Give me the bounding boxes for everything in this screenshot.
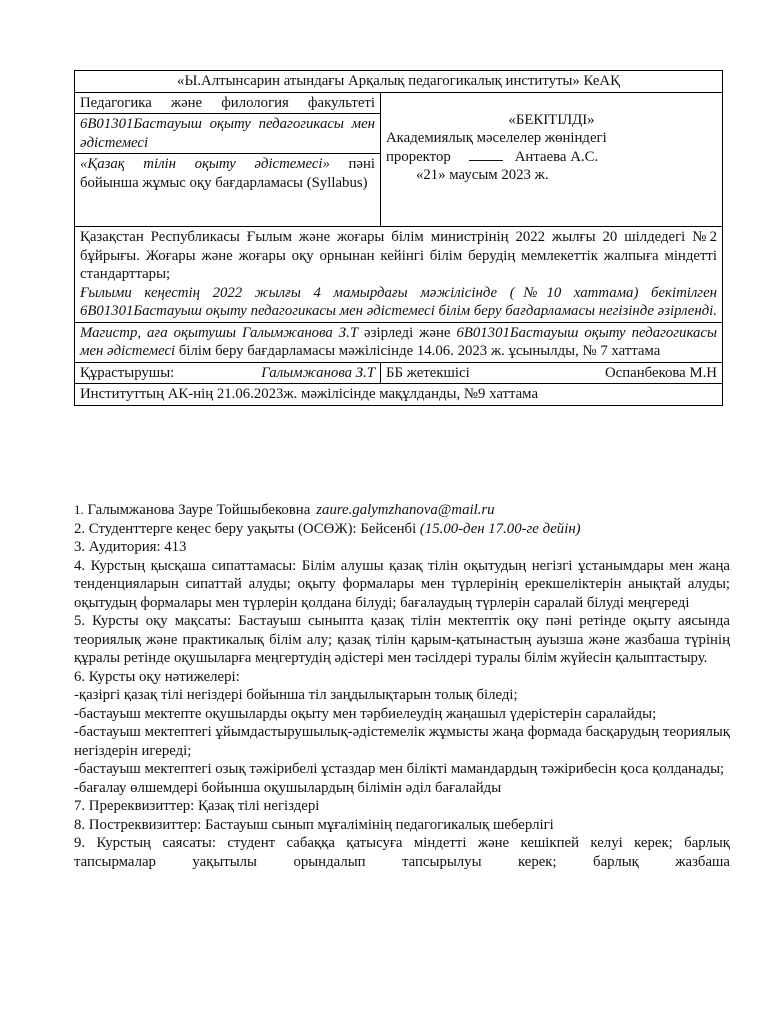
- author-name: Магистр, аға оқытушы Галымжанова З.Т: [80, 324, 359, 341]
- council-approval-cell: [75, 384, 723, 406]
- postrequisites: 8. Постреквизиттер: Бастауыш сынып мұғалімінің педагогикалық шеберлігі: [74, 816, 554, 833]
- faculty-cell: [75, 92, 381, 114]
- syllabus-body: [74, 501, 730, 871]
- syllabus-cell: [75, 154, 381, 227]
- council-approval: Институттың АК-нің 21.06.2023ж. мәжілісінде мақұлданды, №9 хаттама: [80, 386, 539, 402]
- author-cell: Магистр, аға оқытушы Галымжанова З.Т әзірледі және 6В01301Бастауыш оқыту педагогикасы мен әдістемесі білім беру бағдарламасы мәжілісінде 14.06. 2023 ж. ұсынылды, № 7 хаттама: [75, 322, 723, 362]
- approved-title: «БЕКІТІЛДІ»: [508, 111, 595, 128]
- syllabus-description: пәні бойынша жұмыс оқу бағдарламасы (Syllabus): [80, 156, 376, 191]
- institute-name-cell: [75, 71, 723, 93]
- instructor-name: Галымжанова Зауре Тойшыбековна: [87, 502, 311, 518]
- approved-date: «21» маусым 2023 ж.: [416, 167, 549, 183]
- approved-name: Антаева А.С.: [514, 148, 599, 165]
- approved-position: Академиялық мәселелер жөніндегі: [386, 130, 607, 146]
- learning-outcome-item: -қазіргі қазақ тілі негіздері бойынша тіл заңдылықтарын толық біледі;: [74, 687, 518, 703]
- program-head-label: ББ жетекшісі: [386, 364, 470, 381]
- program-cell: [75, 114, 381, 154]
- learning-outcome-item: -бастауыш мектептегі озық тәжірибелі ұстаздар мен білікті мамандардың тәжірибесін қоса қолданады;: [74, 761, 725, 777]
- compiler-name: Галымжанова З.Т: [261, 364, 375, 381]
- course-policy: 9. Курстың саясаты: студент сабаққа қатысуға міндетті және кешікпей келуі керек; барлық тапсырмалар уақытылы орындалып тапсырылуы керек; барлық жазбаша: [74, 835, 730, 870]
- learning-outcomes-heading: 6. Курсты оқу нәтижелері:: [74, 668, 240, 685]
- learning-outcome-item: -бастауыш мектепте оқушыларды оқыту мен тәрбиелеудің жаңашыл үдерістерін саралайды;: [74, 705, 657, 722]
- signature-blank: [469, 148, 503, 161]
- header-table: [74, 70, 723, 406]
- author-program: 6В01301Бастауыш оқыту педагогикасы мен әдістемесі: [80, 324, 717, 359]
- institute-name: «Ы.Алтынсарин атындағы Арқалық педагогикалық институты» КеАҚ: [177, 73, 620, 89]
- compiler-cell: [75, 362, 381, 384]
- auditorium: 3. Аудитория: 413: [74, 539, 187, 555]
- learning-outcome-item: -бағалау өлшемдері бойынша оқушылардың білімін әділ бағалайды: [74, 779, 502, 796]
- course-description: 4. Курстың қысқаша сипаттамасы: Білім алушы қазақ тілін оқытудың негізгі ұстанымдары мен жаңа тенденцияларын сипаттай алуды; оқыту формалары мен түрлерінің ерекшеліктерін анықтай алуды; оқытудың формалары мен түрлерін қолдана білуді; бағалаудың түрлерін саралай білуді меңгереді: [74, 557, 730, 611]
- basis-cell: [75, 227, 723, 323]
- approval-block: [381, 92, 723, 227]
- instructor-line: 1. Галымжанова Зауре Тойшыбековна zaure.galymzhanova@mail.ru: [74, 502, 495, 518]
- syllabus-discipline: «Қазақ тілін оқыту әдістемесі»: [80, 156, 330, 172]
- faculty-name: Педагогика және филология факультеті: [80, 94, 375, 111]
- program-head-name: Оспанбекова М.Н: [605, 364, 717, 381]
- program-head-cell: [381, 362, 723, 384]
- program-name: 6В01301Бастауыш оқыту педагогикасы мен әдістемесі: [80, 116, 375, 151]
- instructor-email: zaure.galymzhanova@mail.ru: [316, 502, 495, 518]
- consultation-time: 2. Студенттерге кеңес беру уақыты (ОСӨЖ): Бейсенбі (15.00-ден 17.00-ге дейін): [74, 520, 581, 537]
- compiler-label: Құрастырушы:: [80, 364, 175, 381]
- course-goal: 5. Курсты оқу мақсаты: Бастауыш сыныпта қазақ тілін мектептік оқу пәні ретінде оқыту аясында теориялық және практикалық білім алу; қазақ тілін қарым-қатынастың ауызша және жазбаша түрінің құралы ретінде оқушыларға меңгертудің әдістері мен тәсілдері туралы білім жүйесін қалыптастыру.: [74, 613, 730, 666]
- basis-order: Қазақстан Республикасы Ғылым және жоғары білім министрінің 2022 жылғы 20 шілдедегі №2 бұйрығы. Жоғары және жоғары оқу орнынан кейінгі білім берудің мемлекеттік жалпыға міндетті стандарттары;: [80, 229, 717, 282]
- basis-council: Ғылыми кеңестің 2022 жылғы 4 мамырдағы мәжілісінде (№10 хаттама) бекітілген 6В01301Бастауыш оқыту педагогикасы мен әдістемесі білім беру бағдарламасы негізінде әзірленді.: [80, 284, 717, 319]
- approved-signature-line: проректор Антаева А.С.: [386, 148, 599, 165]
- prerequisites: 7. Пререквизиттер: Қазақ тілі негіздері: [74, 798, 320, 814]
- learning-outcome-item: -бастауыш мектептегі ұйымдастырушылық-әдістемелік жұмысты жаңа формада басқарудың теориялық негіздерін игереді;: [74, 724, 730, 759]
